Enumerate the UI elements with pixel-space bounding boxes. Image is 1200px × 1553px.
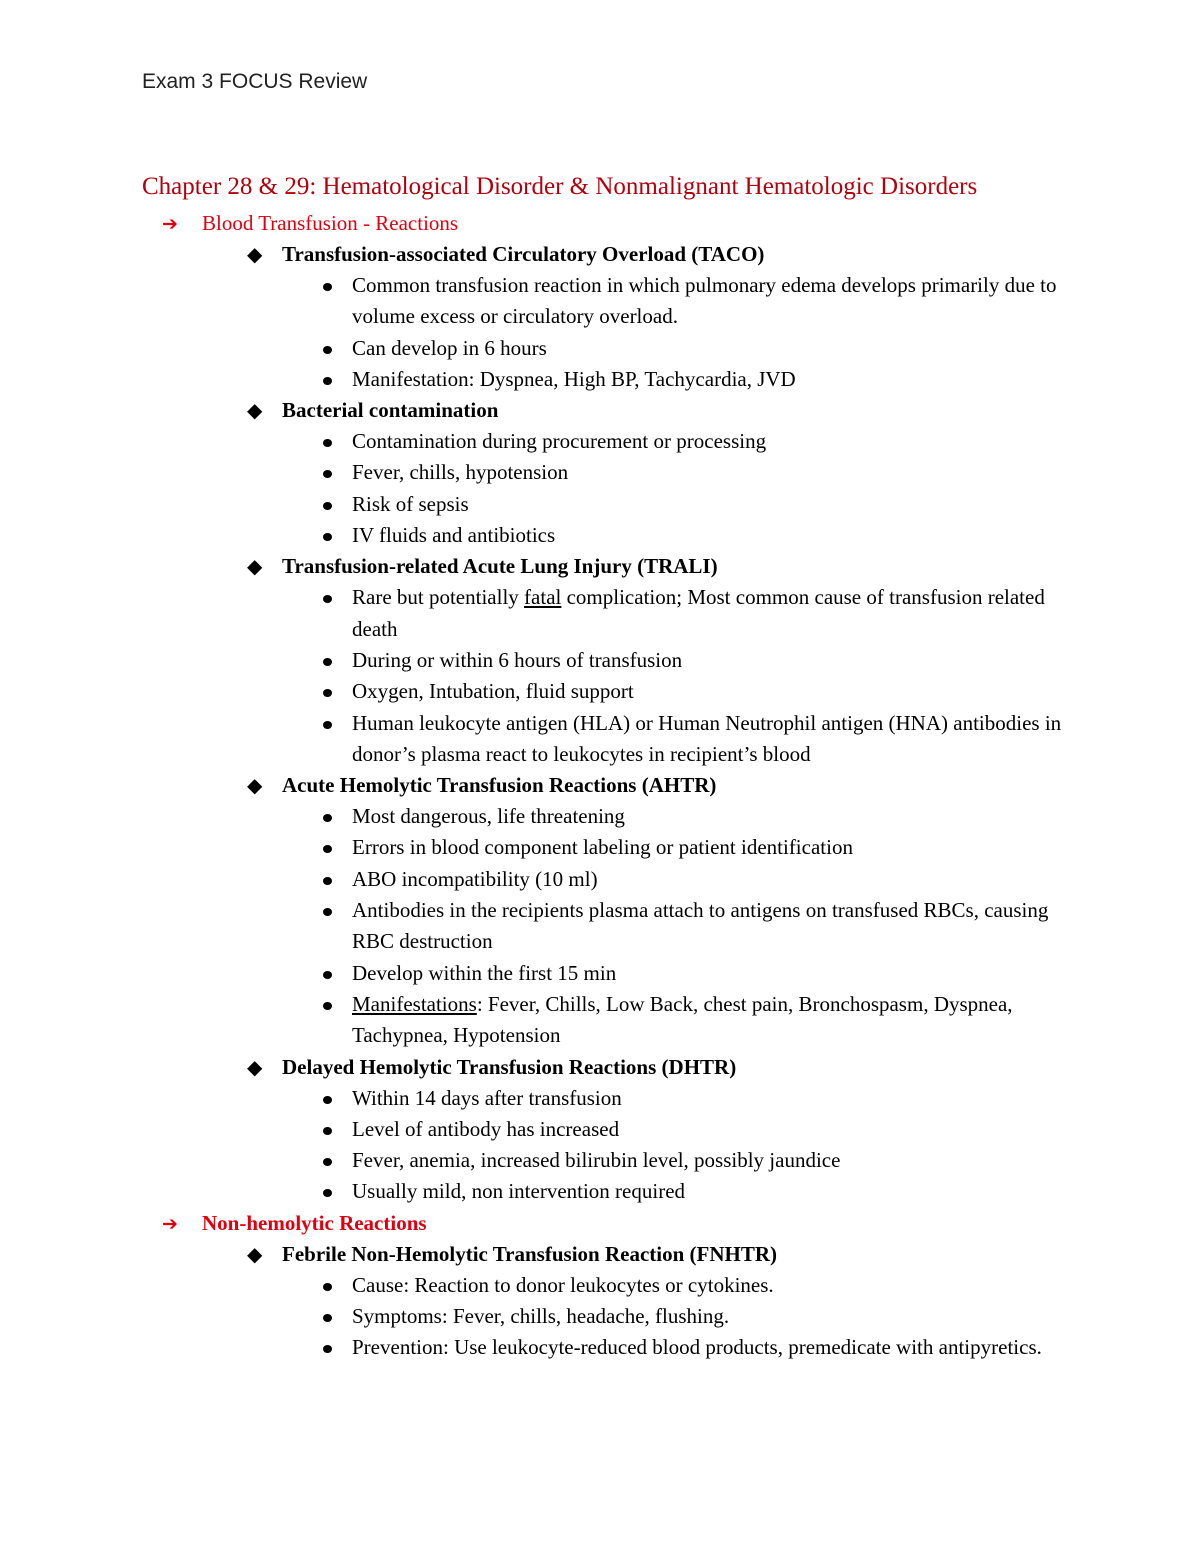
bullet-dot-icon xyxy=(319,364,352,395)
bullet-text: IV fluids and antibiotics xyxy=(352,523,556,548)
subsection-label: Transfusion-associated Circulatory Overload (TACO) xyxy=(282,242,765,266)
bullet-item xyxy=(319,582,1142,645)
subsection-label: Febrile Non-Hemolytic Transfusion Reaction (FNHTR) xyxy=(282,1241,778,1266)
subsection-heading xyxy=(247,1052,1142,1083)
bullet-dot-icon xyxy=(319,426,352,457)
bullet-text-pre: Rare but potentially xyxy=(352,585,525,610)
subsection-label: Bacterial contamination xyxy=(282,398,499,423)
bullet-text: Risk of sepsis xyxy=(352,491,469,516)
bullet-text: Errors in blood component labeling or patient identification xyxy=(352,835,853,860)
diamond-icon: ◆ xyxy=(247,1241,263,1266)
bullet-text-post: : Fever, Chills, Low Back, chest pain, Bronchospasm, Dyspnea, Tachypnea, Hypotension xyxy=(352,991,1013,1048)
bullet-item xyxy=(319,1083,1142,1114)
bullet-dot-icon xyxy=(319,1114,352,1145)
bullet-text: Usually mild, non intervention required xyxy=(352,1179,686,1204)
bullet-text: Within 14 days after transfusion xyxy=(352,1085,622,1110)
bullet-dot-icon xyxy=(319,333,352,364)
subsection-label: Acute Hemolytic Transfusion Reactions (AHTR) xyxy=(282,773,717,798)
bullet-dot-icon xyxy=(319,801,352,832)
bullet-dot-icon xyxy=(319,457,352,488)
bullet-item xyxy=(319,1114,1142,1145)
bullet-dot-icon xyxy=(319,958,352,989)
subsection-heading xyxy=(247,239,1142,270)
bullet-text: Can develop in 6 hours xyxy=(352,335,547,360)
bullet-text: Cause: Reaction to donor leukocytes or cytokines. xyxy=(352,1272,774,1297)
bullet-text: Manifestation: Dyspnea, High BP, Tachycardia, JVD xyxy=(352,366,796,391)
bullet-text: ABO incompatibility (10 ml) xyxy=(352,866,598,891)
bullet-text: During or within 6 hours of transfusion xyxy=(352,647,683,672)
bullet-dot-icon xyxy=(319,1270,352,1301)
bullet-item xyxy=(319,989,1142,1052)
bullet-text: Fever, chills, hypotension xyxy=(352,460,569,485)
bullet-text: Symptoms: Fever, chills, headache, flushing. xyxy=(352,1304,730,1329)
bullet-dot-icon xyxy=(319,895,352,926)
bullet-dot-icon xyxy=(319,520,352,551)
bullet-item xyxy=(319,864,1142,895)
document-body xyxy=(142,170,1142,1364)
bullet-dot-icon xyxy=(319,1145,352,1176)
bullet-text-post: complication; Most common cause of transfusion related death xyxy=(352,585,1045,641)
bullet-dot-icon xyxy=(319,270,352,301)
bullet-item xyxy=(319,895,1142,958)
subsection-heading xyxy=(247,551,1142,582)
bullet-dot-icon xyxy=(319,676,352,707)
section-heading xyxy=(162,208,1142,239)
diamond-icon: ◆ xyxy=(247,1054,263,1079)
bullet-item xyxy=(319,832,1142,863)
bullet-text: Human leukocyte antigen (HLA) or Human Neutrophil antigen (HNA) antibodies in donor’s plasma react to leukocytes in recipient’s blood xyxy=(352,710,1062,766)
bullet-item xyxy=(319,1301,1142,1332)
subsection-label: Delayed Hemolytic Transfusion Reactions (DHTR) xyxy=(282,1054,737,1079)
arrow-icon: ➔ xyxy=(162,1212,178,1235)
bullet-item xyxy=(319,708,1142,771)
bullet-dot-icon xyxy=(319,989,352,1020)
bullet-dot-icon xyxy=(319,582,352,613)
bullet-text: Develop within the first 15 min xyxy=(352,960,617,985)
section-label: Blood Transfusion - Reactions xyxy=(202,211,459,235)
bullet-text: Common transfusion reaction in which pulmonary edema develops primarily due to volume excess or circulatory overload. xyxy=(352,273,1057,329)
bullet-item xyxy=(319,801,1142,832)
bullet-text: Fever, anemia, increased bilirubin level, possibly jaundice xyxy=(352,1148,841,1173)
diamond-icon: ◆ xyxy=(247,773,263,798)
page-header-title: Exam 3 FOCUS Review xyxy=(142,70,368,93)
bullet-text xyxy=(352,989,1072,1052)
section-heading xyxy=(162,1208,1142,1239)
bullet-dot-icon xyxy=(319,832,352,863)
bullet-item xyxy=(319,1270,1142,1301)
bullet-dot-icon xyxy=(319,708,352,739)
section-label: Non-hemolytic Reactions xyxy=(202,1210,427,1235)
bullet-item xyxy=(319,426,1142,457)
arrow-icon: ➔ xyxy=(162,213,178,235)
subsection-heading xyxy=(247,770,1142,801)
bullet-text: Oxygen, Intubation, fluid support xyxy=(352,679,634,704)
bullet-item xyxy=(319,364,1142,395)
bullet-item xyxy=(319,676,1142,707)
bullet-item xyxy=(319,1145,1142,1176)
bullet-dot-icon xyxy=(319,1083,352,1114)
diamond-icon: ◆ xyxy=(247,398,263,423)
underlined-term: fatal xyxy=(524,585,562,610)
bullet-item xyxy=(319,333,1142,364)
bullet-item xyxy=(319,489,1142,520)
bullet-item xyxy=(319,645,1142,676)
bullet-dot-icon xyxy=(319,645,352,676)
bullet-item xyxy=(319,1332,1142,1363)
subsection-heading xyxy=(247,395,1142,426)
bullet-item xyxy=(319,958,1142,989)
bullet-dot-icon xyxy=(319,1176,352,1207)
bullet-item xyxy=(319,270,1142,333)
underlined-term: Manifestations xyxy=(352,991,477,1016)
subsection-label: Transfusion-related Acute Lung Injury (TRALI) xyxy=(282,554,718,579)
bullet-dot-icon xyxy=(319,1301,352,1332)
subsection-heading xyxy=(247,1239,1142,1270)
diamond-icon: ◆ xyxy=(247,554,263,579)
bullet-item xyxy=(319,457,1142,488)
bullet-item xyxy=(319,1176,1142,1207)
bullet-item xyxy=(319,520,1142,551)
outline xyxy=(142,208,1142,1364)
bullet-text: Prevention: Use leukocyte-reduced blood products, premedicate with antipyretics. xyxy=(352,1335,1042,1360)
bullet-text xyxy=(352,582,1072,645)
bullet-dot-icon xyxy=(319,1332,352,1363)
bullet-text: Level of antibody has increased xyxy=(352,1116,620,1141)
bullet-text: Antibodies in the recipients plasma attach to antigens on transfused RBCs, causing RBC destruction xyxy=(352,898,1049,954)
bullet-dot-icon xyxy=(319,864,352,895)
chapter-title: Chapter 28 & 29: Hematological Disorder & Nonmalignant Hematologic Disorders xyxy=(142,173,978,200)
bullet-dot-icon xyxy=(319,489,352,520)
bullet-text: Most dangerous, life threatening xyxy=(352,804,625,829)
bullet-text: Contamination during procurement or processing xyxy=(352,429,767,454)
diamond-icon: ◆ xyxy=(247,242,263,266)
